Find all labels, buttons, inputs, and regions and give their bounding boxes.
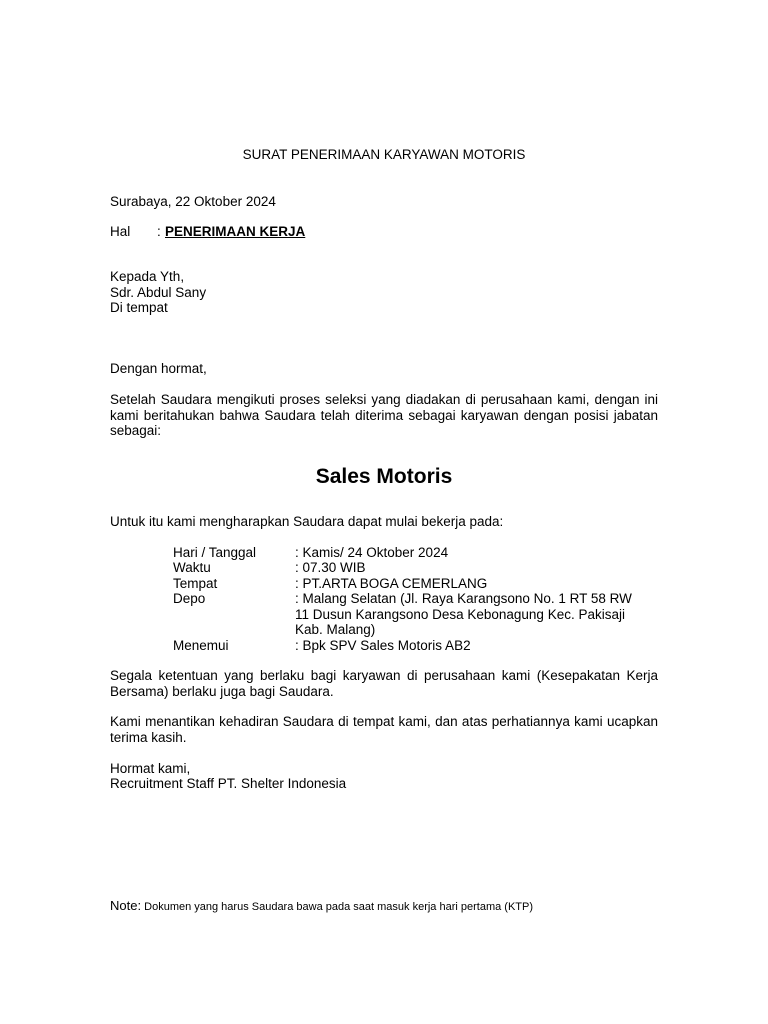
detail-label-date: Hari / Tanggal [173, 545, 257, 560]
detail-value-depo-line3: Kab. Malang) [295, 622, 376, 637]
recipient-salutation: Kepada Yth, [110, 269, 185, 284]
detail-value-depo-line2: 11 Dusun Karangsono Desa Kebonagung Kec. Pakisaji [295, 607, 625, 622]
closing-paragraph: Kami menantikan kehadiran Saudara di tempat kami, dan atas perhatiannya kami ucapkan terima kasih. [110, 714, 658, 745]
position-title: Sales Motoris [315, 465, 453, 488]
detail-value-date: : Kamis/ 24 Oktober 2024 [295, 545, 449, 560]
detail-value-meet: : Bpk SPV Sales Motoris AB2 [295, 638, 471, 653]
note-label: Note: [110, 898, 142, 913]
recipient-location: Di tempat [110, 300, 168, 315]
subject-colon: : [157, 224, 161, 239]
recipient-name: Sdr. Abdul Sany [110, 285, 207, 300]
subject-label: Hal [110, 224, 131, 239]
subject-value: PENERIMAAN KERJA [165, 224, 306, 239]
detail-label-depo: Depo [173, 591, 206, 606]
detail-label-time: Waktu [173, 560, 211, 575]
detail-value-time: : 07.30 WIB [295, 560, 366, 575]
greeting: Dengan hormat, [110, 361, 207, 376]
detail-label-meet: Menemui [173, 638, 229, 653]
detail-value-place: : PT.ARTA BOGA CEMERLANG [295, 576, 488, 591]
intro-paragraph: Setelah Saudara mengikuti proses seleksi yang diadakan di perusahaan kami, dengan ini kami beritahukan bahwa Saudara telah diterima sebagai karyawan dengan posisi jabatan sebagai: [110, 392, 658, 438]
detail-value-depo-line1: : Malang Selatan (Jl. Raya Karangsono No. 1 RT 58 RW [295, 591, 632, 606]
start-intro: Untuk itu kami mengharapkan Saudara dapat mulai bekerja pada: [110, 514, 504, 529]
document-title: SURAT PENERIMAAN KARYAWAN MOTORIS [242, 147, 526, 162]
sign-off: Hormat kami, [110, 761, 191, 776]
note-text: Dokumen yang harus Saudara bawa pada saat masuk kerja hari pertama (KTP) [141, 901, 534, 913]
terms-paragraph: Segala ketentuan yang berlaku bagi karyawan di perusahaan kami (Kesepakatan Kerja Bersama) berlaku juga bagi Saudara. [110, 668, 658, 699]
signatory: Recruitment Staff PT. Shelter Indonesia [110, 776, 347, 791]
detail-label-place: Tempat [173, 576, 218, 591]
footnote [110, 898, 533, 916]
place-date: Surabaya, 22 Oktober 2024 [110, 194, 276, 209]
